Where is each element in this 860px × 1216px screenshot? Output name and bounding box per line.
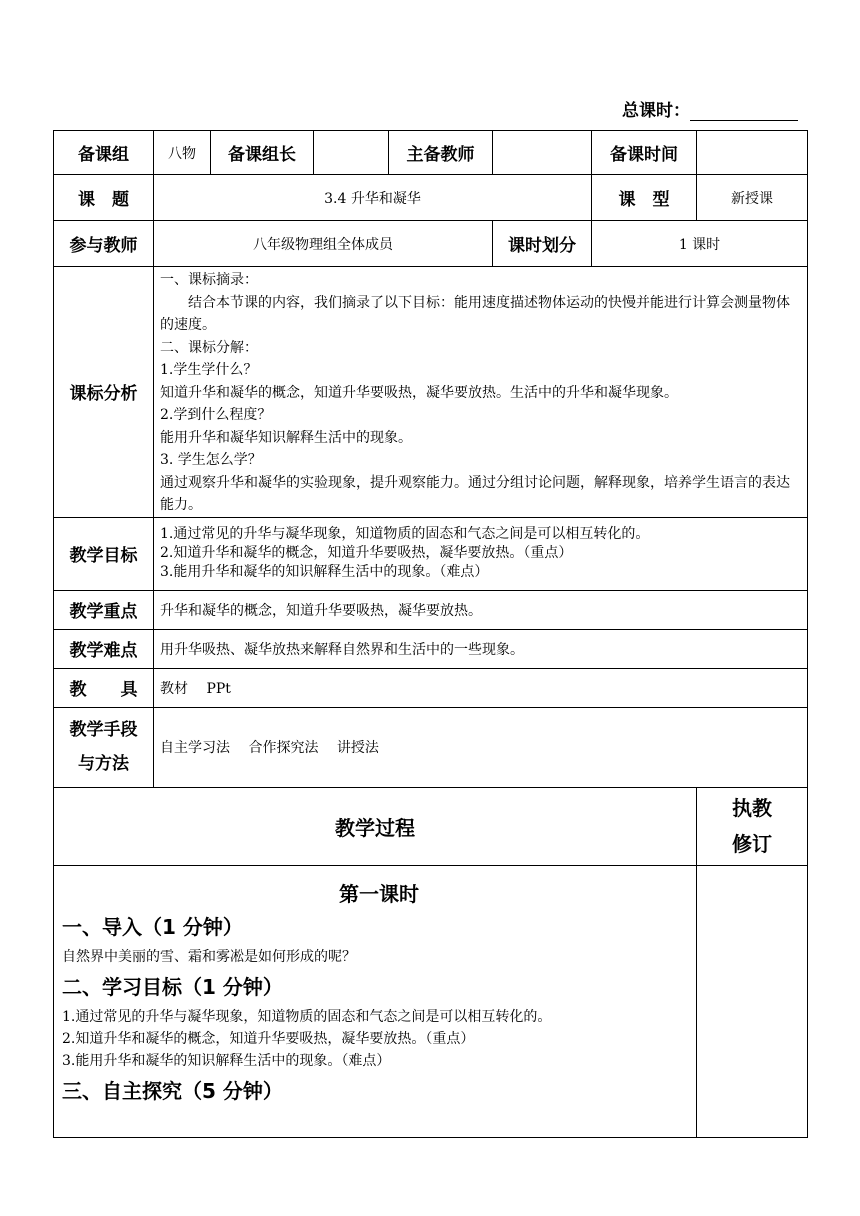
methods-label — [54, 707, 154, 787]
analysis-line: 能用升华和凝华知识解释生活中的现象。 — [160, 429, 412, 446]
row-participants — [54, 221, 808, 267]
analysis-line: 通过观察升华和凝华的实验现象，提升观察能力。通过分组讨论问题，解释现象，培养学生语言的表达能力。 — [160, 474, 790, 513]
analysis-line: 1.学生学什么？ — [160, 362, 258, 378]
analysis-content — [154, 267, 808, 518]
analysis-line: 2.学到什么程度？ — [160, 407, 272, 423]
row-topic — [54, 175, 808, 221]
section-heading: 一、导入（1 分钟） — [62, 914, 243, 939]
revision-line2: 修订 — [732, 832, 772, 856]
total-hours — [622, 96, 798, 121]
analysis-line: 3. 学生怎么学？ — [160, 452, 262, 468]
revision-cell[interactable] — [697, 865, 808, 1137]
key-point-value: 升华和凝华的概念，知道升华要吸热，凝华要放热。 — [154, 590, 808, 629]
section-goal-list — [62, 1006, 696, 1072]
row-tools — [54, 668, 808, 707]
section-text: 自然界中美丽的雪、霜和雾凇是如何形成的呢？ — [62, 948, 356, 965]
type-label: 课 型 — [592, 175, 697, 221]
section-goal-item: 1.通过常见的升华与凝华现象，知道物质的固态和气态之间是可以相互转化的。 — [62, 1008, 552, 1025]
analysis-line: 知道升华和凝华的概念，知道升华要吸热，凝华要放热。生活中的升华和凝华现象。 — [160, 384, 678, 401]
type-value: 新授课 — [697, 175, 808, 221]
lesson-title: 第一课时 — [339, 881, 419, 906]
row-difficulty — [54, 629, 808, 668]
revision-line1: 执教 — [732, 796, 772, 820]
tools-value: 教材 PPt — [154, 668, 808, 707]
periods-label: 课时划分 — [493, 221, 592, 267]
section-heading: 三、自主探究（5 分钟） — [62, 1078, 283, 1103]
methods-value: 自主学习法 合作探究法 讲授法 — [154, 707, 808, 787]
prep-time-value — [697, 131, 808, 175]
row-methods — [54, 707, 808, 787]
goal-item: 3.能用升华和凝华的知识解释生活中的现象。（难点） — [160, 564, 489, 580]
goal-item: 1.通过常见的升华与凝华现象，知道物质的固态和气态之间是可以相互转化的。 — [160, 526, 650, 542]
participants-label: 参与教师 — [54, 221, 154, 267]
main-teacher-label: 主备教师 — [389, 131, 493, 175]
periods-value: 1 课时 — [592, 221, 808, 267]
methods-label-line1: 教学手段 — [69, 720, 138, 740]
prep-group-value: 八物 — [154, 131, 211, 175]
total-hours-blank[interactable] — [690, 102, 798, 121]
process-body — [54, 865, 697, 1137]
topic-value: 3.4 升华和凝华 — [154, 175, 592, 221]
section-goal-item: 2.知道升华和凝华的概念，知道升华要吸热，凝华要放热。（重点） — [62, 1030, 475, 1047]
group-leader-label: 备课组长 — [211, 131, 314, 175]
goals-content — [154, 517, 808, 590]
group-leader-value — [314, 131, 389, 175]
goal-item: 2.知道升华和凝华的概念，知道升华要吸热，凝华要放热。（重点） — [160, 545, 573, 561]
total-hours-label: 总课时： — [622, 101, 690, 121]
analysis-line: 二、课标分解： — [160, 339, 258, 356]
main-teacher-value — [493, 131, 592, 175]
row-process-header — [54, 787, 808, 865]
topic-label: 课 题 — [54, 175, 154, 221]
row-key-point — [54, 590, 808, 629]
row-goals — [54, 517, 808, 590]
analysis-line: 一、课标摘录： — [160, 272, 258, 288]
key-point-label: 教学重点 — [54, 590, 154, 629]
analysis-line: 结合本节课的内容，我们摘录了以下目标：能用速度描述物体运动的快慢并能进行计算会测量物体的速度。 — [160, 294, 790, 333]
goals-label: 教学目标 — [54, 517, 154, 590]
participants-value: 八年级物理组全体成员 — [154, 221, 493, 267]
prep-group-label: 备课组 — [54, 131, 154, 175]
revision-header — [697, 787, 808, 865]
tools-label: 教 具 — [54, 668, 154, 707]
lesson-plan-table — [53, 130, 808, 1138]
difficulty-value: 用升华吸热、凝华放热来解释自然界和生活中的一些现象。 — [154, 629, 808, 668]
difficulty-label: 教学难点 — [54, 629, 154, 668]
section-goal-item: 3.能用升华和凝华的知识解释生活中的现象。（难点） — [62, 1052, 391, 1069]
methods-label-line2: 与方法 — [78, 754, 129, 774]
row-analysis — [54, 267, 808, 518]
row-header — [54, 131, 808, 175]
prep-time-label: 备课时间 — [592, 131, 697, 175]
process-title: 教学过程 — [54, 787, 697, 865]
analysis-label: 课标分析 — [54, 267, 154, 518]
section-heading: 二、学习目标（1 分钟） — [62, 974, 283, 999]
row-process-body — [54, 865, 808, 1137]
